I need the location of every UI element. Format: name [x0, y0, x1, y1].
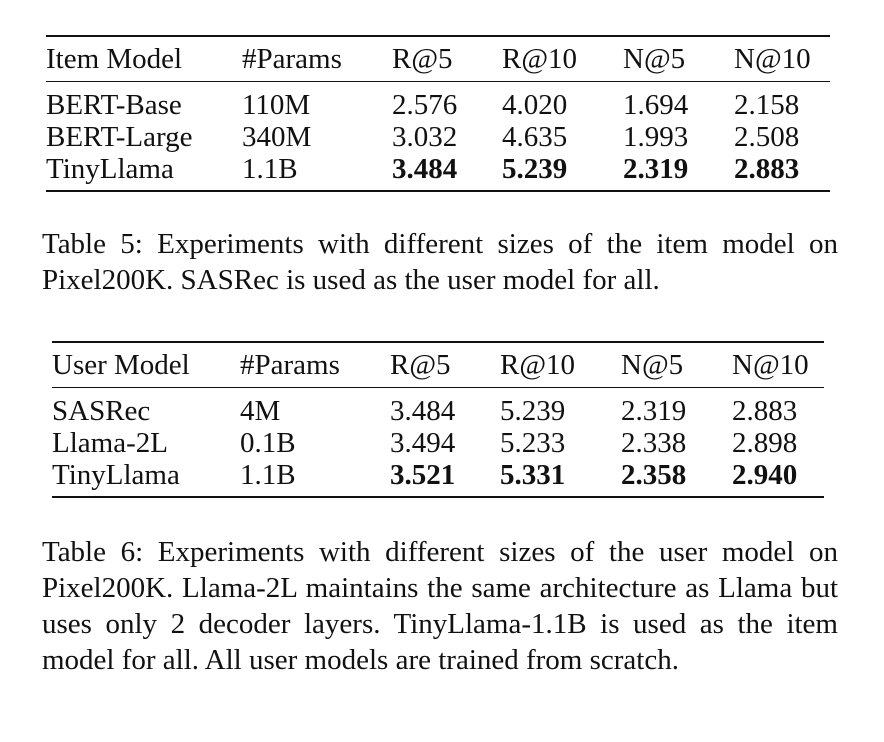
cell-n5: 1.993 [623, 121, 689, 153]
cell-r10-best: 5.331 [500, 459, 566, 491]
cell-r10-best: 5.239 [502, 153, 568, 185]
cell-model: BERT-Large [46, 121, 193, 153]
cell-model: Llama-2L [52, 427, 168, 459]
cell-n10-best: 2.940 [732, 459, 798, 491]
header-n5: N@5 [623, 43, 686, 75]
cell-r10: 4.635 [502, 121, 568, 153]
cell-r5-best: 3.484 [392, 153, 458, 185]
cell-params: 1.1B [240, 459, 296, 491]
cell-r10: 4.020 [502, 89, 568, 121]
header-n5: N@5 [621, 349, 684, 381]
header-params: #Params [242, 43, 342, 75]
table-5-caption: Table 5: Experiments with different sizes of the item model on Pixel200K. SASRec is used as the user model for all. [42, 228, 838, 296]
cell-params: 4M [240, 395, 281, 427]
cell-r5-best: 3.521 [390, 459, 456, 491]
cell-n5: 1.694 [623, 89, 689, 121]
table-row [52, 388, 824, 428]
table-6-caption: Table 6: Experiments with different sizes of the user model on Pixel200K. Llama-2L maintains the same architecture as Llama but uses only 2 decoder layers. TinyLlama-1.1B is used as the item model for all. All user models are trained from scratch. [42, 536, 838, 676]
table-row [46, 121, 830, 153]
cell-params: 340M [242, 121, 312, 153]
header-r5: R@5 [390, 349, 451, 381]
table-5 [46, 35, 830, 192]
cell-n5-best: 2.319 [623, 153, 689, 185]
cell-r10: 5.239 [500, 395, 566, 427]
header-r10: R@10 [502, 43, 578, 75]
cell-r5: 3.032 [392, 121, 458, 153]
table-row [52, 459, 824, 497]
cell-n10: 2.158 [734, 89, 800, 121]
cell-r10: 5.233 [500, 427, 566, 459]
cell-n10: 2.883 [732, 395, 798, 427]
cell-params: 1.1B [242, 153, 298, 185]
cell-r5: 3.494 [390, 427, 456, 459]
cell-n10: 2.508 [734, 121, 800, 153]
table-header-row [52, 342, 824, 388]
cell-model: SASRec [52, 395, 151, 427]
header-n10: N@10 [734, 43, 811, 75]
cell-model: TinyLlama [52, 459, 180, 491]
header-r5: R@5 [392, 43, 453, 75]
cell-r5: 2.576 [392, 89, 458, 121]
cell-params: 0.1B [240, 427, 296, 459]
cell-r5: 3.484 [390, 395, 456, 427]
cell-n5-best: 2.358 [621, 459, 687, 491]
cell-params: 110M [242, 89, 311, 121]
header-params: #Params [240, 349, 340, 381]
cell-n5: 2.319 [621, 395, 687, 427]
cell-model: BERT-Base [46, 89, 182, 121]
cell-model: TinyLlama [46, 153, 174, 185]
table-header-row [46, 36, 830, 82]
header-r10: R@10 [500, 349, 576, 381]
header-item-model: Item Model [46, 43, 183, 75]
cell-n5: 2.338 [621, 427, 687, 459]
cell-n10-best: 2.883 [734, 153, 800, 185]
table-row [46, 82, 830, 122]
table-6 [52, 341, 824, 498]
table-row [46, 153, 830, 191]
cell-n10: 2.898 [732, 427, 798, 459]
table-row [52, 427, 824, 459]
header-user-model: User Model [52, 349, 190, 381]
header-n10: N@10 [732, 349, 809, 381]
